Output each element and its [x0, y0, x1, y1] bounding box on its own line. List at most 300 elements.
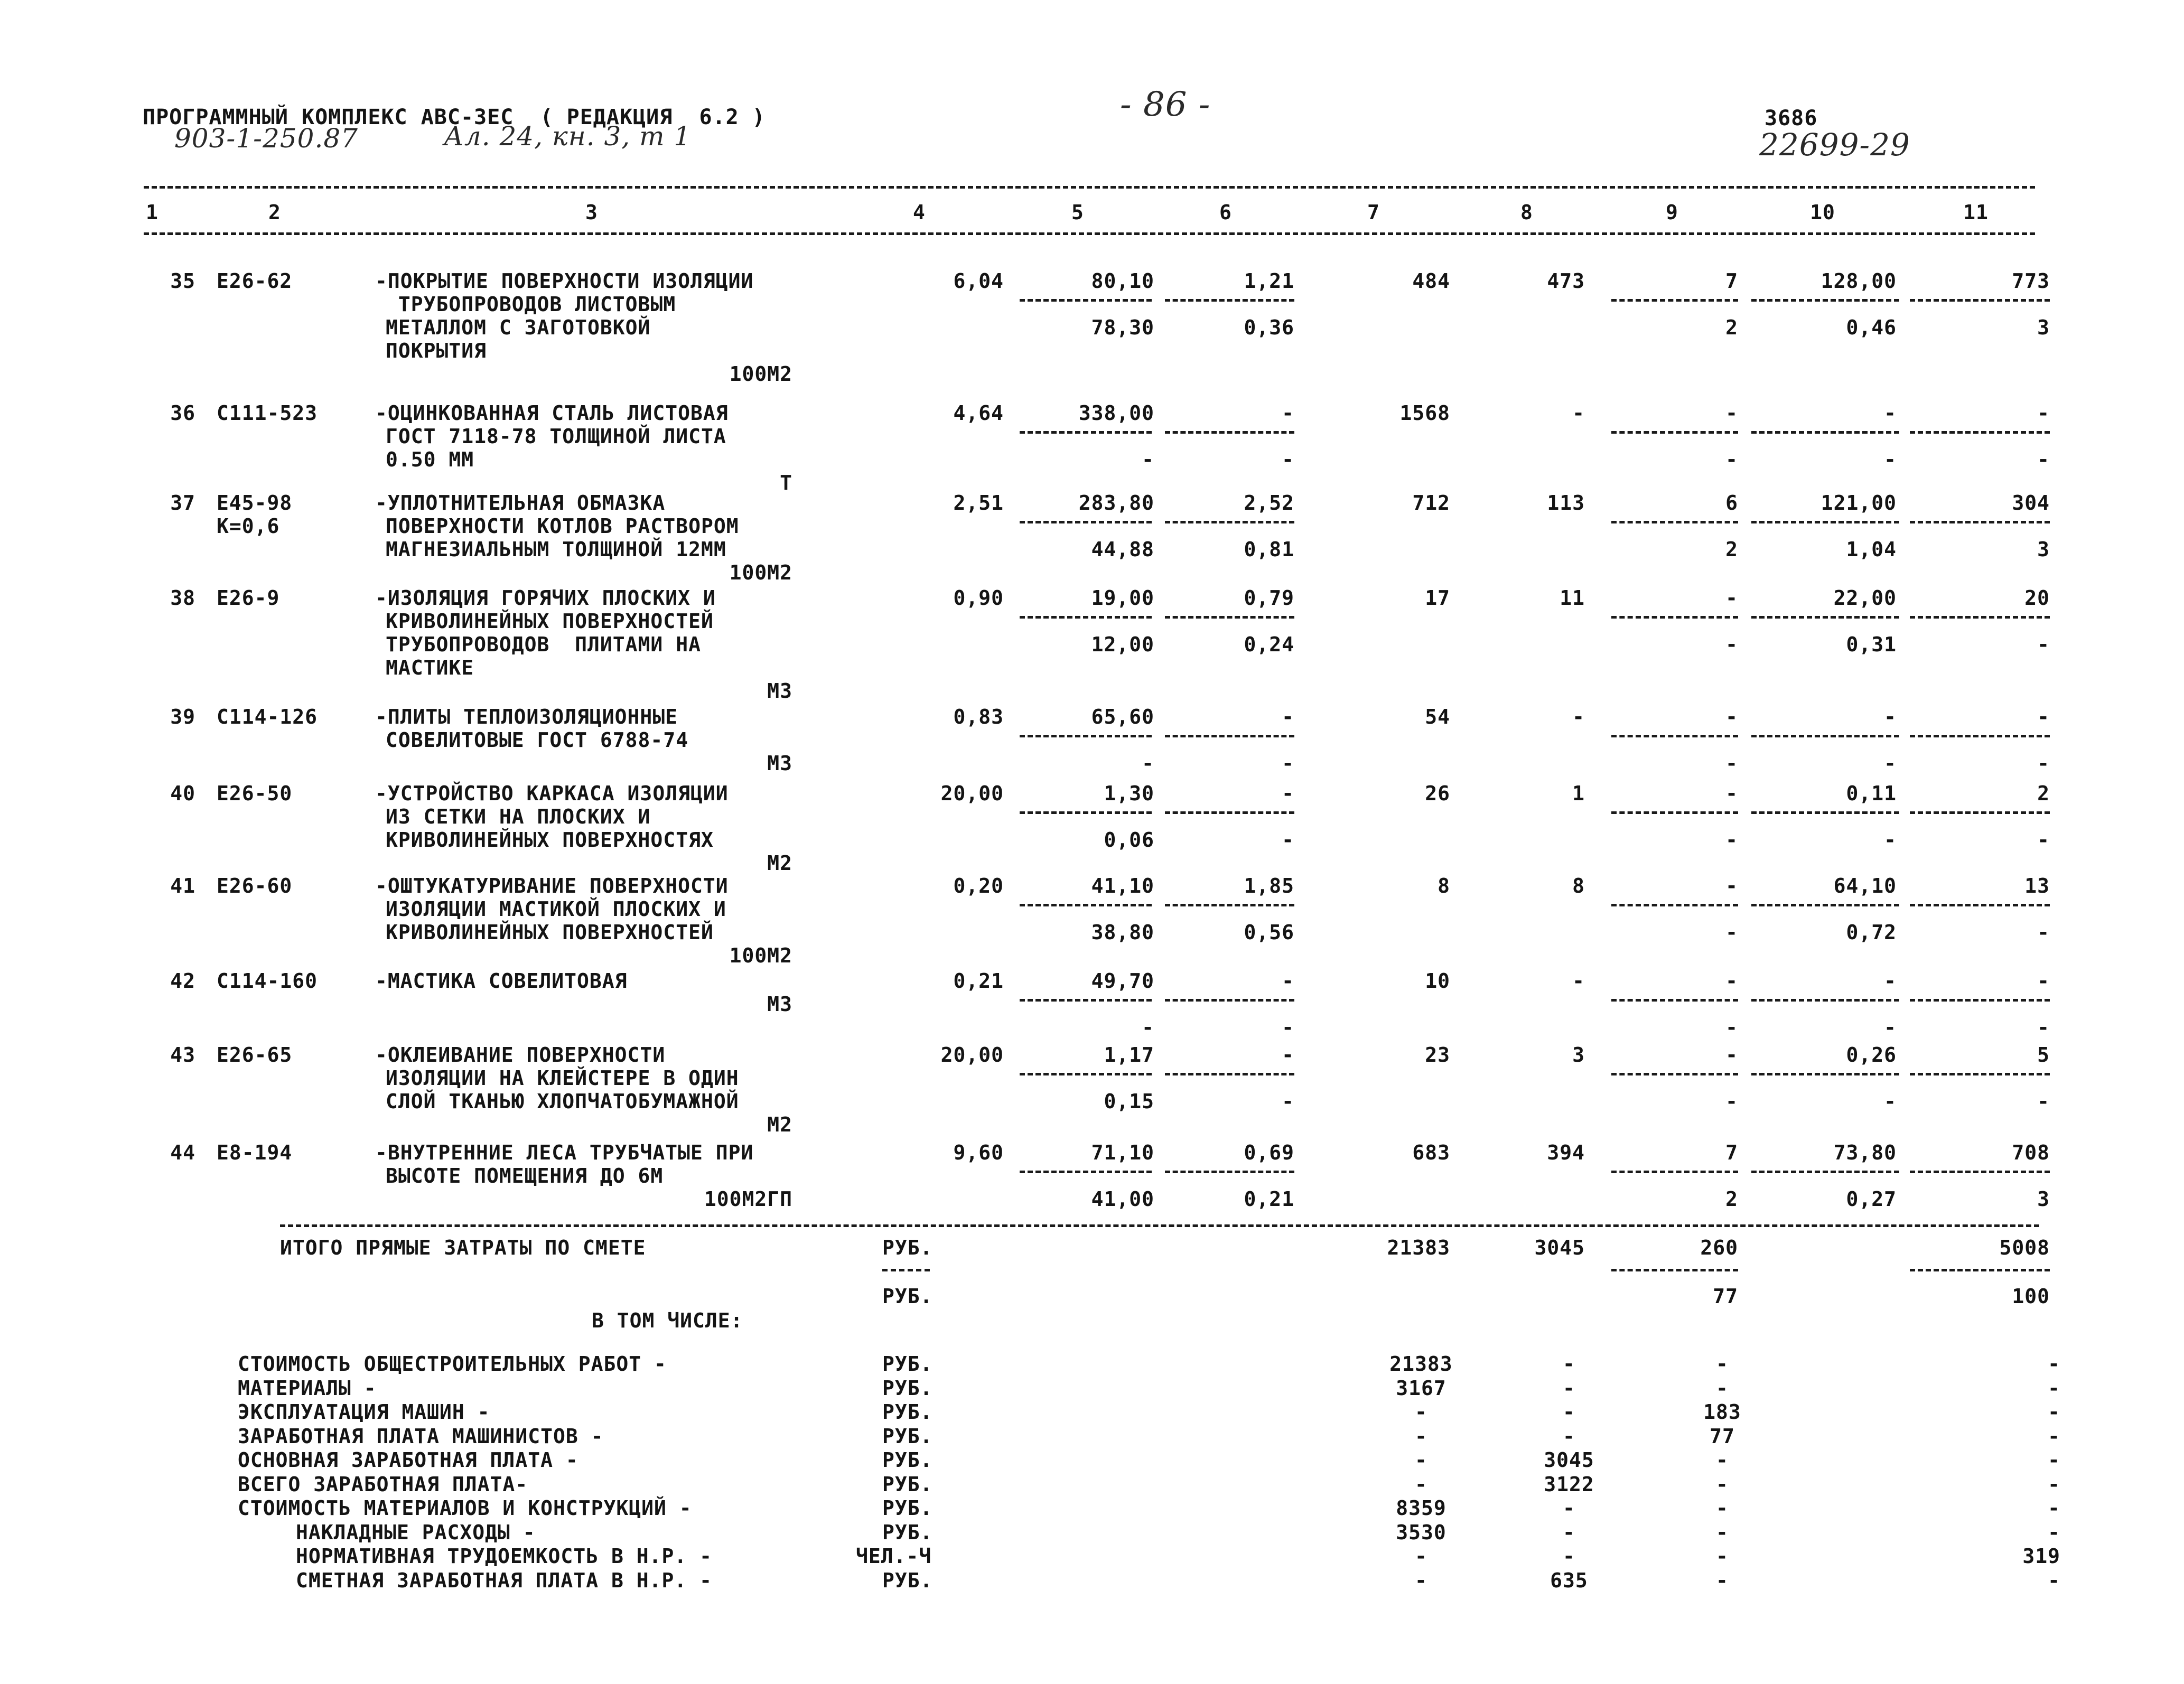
summary-c8: 3122 [1544, 1472, 1594, 1496]
summary-label: ВСЕГО ЗАРАБОТНАЯ ПЛАТА- [238, 1472, 528, 1496]
subtotal-dash-rule [1165, 616, 1294, 619]
row-number: 40 [170, 782, 195, 805]
subtotal-dash-rule [1751, 1073, 1899, 1075]
row-name-line: ИЗОЛЯЦИИ НА КЛЕЙСТЕРЕ В ОДИН [386, 1066, 739, 1090]
summary-c11: - [2048, 1520, 2060, 1544]
cell-c4: 6,04 [953, 269, 1004, 293]
subtotal-dash-rule [1020, 811, 1152, 814]
subtotal-dash-rule [1611, 999, 1738, 1002]
summary-c9: - [1716, 1472, 1729, 1496]
subtotal-dash-rule [1020, 521, 1152, 523]
summary-c9: - [1716, 1545, 1729, 1568]
summary-label: СТОИМОСТЬ МАТЕРИАЛОВ И КОНСТРУКЦИЙ - [238, 1496, 692, 1520]
cell-c9: 7 [1725, 269, 1738, 293]
cell-c9: - [1725, 705, 1738, 728]
summary-c11: - [2048, 1472, 2060, 1496]
cell-c4: 0,83 [953, 705, 1004, 728]
row-name-line: ВЫСОТЕ ПОМЕЩЕНИЯ ДО 6М [386, 1164, 664, 1187]
summary-c9: - [1716, 1496, 1729, 1520]
row-name-line: КРИВОЛИНЕЙНЫХ ПОВЕРХНОСТЯХ [386, 828, 714, 852]
summary-c11: - [2048, 1400, 2060, 1424]
cell-c5: 49,70 [1091, 969, 1154, 993]
row-code: С111-523 [217, 401, 318, 425]
summary-unit: РУБ. [882, 1520, 933, 1544]
subtotal-dash-rule [1020, 904, 1152, 906]
row-name-line: ТРУБОПРОВОДОВ ЛИСТОВЫМ [386, 293, 676, 316]
row-unit: 100М2 [729, 362, 792, 386]
cell-c4: 20,00 [940, 782, 1004, 805]
row-name-line: -ОЦИНКОВАННАЯ СТАЛЬ ЛИСТОВАЯ [375, 401, 729, 425]
row-name-line: МЕТАЛЛОМ С ЗАГОТОВКОЙ [386, 316, 651, 339]
subtotal-dash-rule [1165, 811, 1294, 814]
cell-c11-second: - [2037, 633, 2050, 656]
summary-c11: - [2048, 1352, 2060, 1376]
cell-c6: - [1282, 782, 1294, 805]
summary-unit: РУБ. [882, 1568, 933, 1592]
summary-c8: - [1563, 1545, 1575, 1568]
totals-c9: 260 [1700, 1236, 1738, 1259]
page-number: - 86 - [1120, 85, 1211, 124]
row-name-line: МАГНЕЗИАЛЬНЫМ ТОЛЩИНОЙ 12ММ [386, 538, 726, 561]
cell-c11-second: - [2037, 828, 2050, 852]
cell-c10-second: 1,04 [1846, 538, 1897, 561]
summary-c8: - [1563, 1376, 1575, 1400]
subtotal-dash-rule [1910, 1073, 2050, 1075]
cell-c4: 0,20 [953, 874, 1004, 897]
subtotal-dash-rule [1611, 735, 1738, 737]
row-name-line: ИЗОЛЯЦИИ МАСТИКОЙ ПЛОСКИХ И [386, 897, 726, 921]
cell-c8: 3 [1572, 1043, 1585, 1066]
subtotal-dash-rule [1020, 1171, 1152, 1173]
totals-c11: 5008 [1999, 1236, 2050, 1259]
subtotal-dash-rule [1751, 521, 1899, 523]
column-number: 2 [268, 201, 281, 224]
cell-c11: - [2037, 705, 2050, 728]
cell-c5-second: - [1142, 448, 1154, 471]
row-code: Е26-62 [217, 269, 293, 293]
cell-c10-second: 0,46 [1846, 316, 1897, 339]
code-small: 3686 [1765, 106, 1818, 130]
cell-c6-second: 0,21 [1244, 1187, 1294, 1211]
cell-c5: 80,10 [1091, 269, 1154, 293]
cell-c7: 54 [1425, 705, 1450, 728]
row-name-line: -УПЛОТНИТЕЛЬНАЯ ОБМАЗКА [375, 491, 666, 514]
row-name-line: ПОВЕРХНОСТИ КОТЛОВ РАСТВОРОМ [386, 514, 739, 538]
cell-c4: 9,60 [953, 1141, 1004, 1164]
subtotal-dash-rule [1611, 904, 1738, 906]
totals-dash-rule [1910, 1269, 2050, 1271]
cell-c9: 6 [1725, 491, 1738, 514]
summary-c7: 21383 [1389, 1352, 1453, 1376]
row-name-line: КРИВОЛИНЕЙНЫХ ПОВЕРХНОСТЕЙ [386, 610, 714, 633]
summary-unit: РУБ. [882, 1400, 933, 1424]
project-number: 903-1-250.87 [174, 123, 358, 154]
totals-c7: 21383 [1387, 1236, 1450, 1259]
cell-c11: - [2037, 969, 2050, 993]
row-name-line: -ПЛИТЫ ТЕПЛОИЗОЛЯЦИОННЫЕ [375, 705, 678, 728]
subtotal-dash-rule [1020, 431, 1152, 434]
subtotal-dash-rule [1165, 1073, 1294, 1075]
summary-c9: - [1716, 1448, 1729, 1472]
summary-label: НАКЛАДНЫЕ РАСХОДЫ - [296, 1520, 536, 1544]
cell-c10: - [1884, 401, 1897, 425]
row-name-line: -ИЗОЛЯЦИЯ ГОРЯЧИХ ПЛОСКИХ И [375, 586, 716, 610]
subtotal-dash-rule [1751, 811, 1899, 814]
cell-c6: - [1282, 1043, 1294, 1066]
cell-c5: 338,00 [1078, 401, 1154, 425]
summary-c8: - [1563, 1352, 1575, 1376]
row-unit: 100М2 [729, 944, 792, 967]
cell-c9-second: - [1725, 1090, 1738, 1113]
cell-c10-second: 0,27 [1846, 1187, 1897, 1211]
summary-label: МАТЕРИАЛЫ - [238, 1376, 377, 1400]
subtotal-dash-rule [1611, 431, 1738, 434]
subtotal-dash-rule [1751, 904, 1899, 906]
subtotal-dash-rule [1910, 299, 2050, 302]
row-number: 44 [170, 1141, 195, 1164]
subtotal-dash-rule [1910, 904, 2050, 906]
cell-c5-second: 38,80 [1091, 921, 1154, 944]
summary-label: ОСНОВНАЯ ЗАРАБОТНАЯ ПЛАТА - [238, 1448, 578, 1472]
cell-c10-second: - [1884, 752, 1897, 775]
cell-c5-second: 0,06 [1104, 828, 1154, 852]
row-name-line: -УСТРОЙСТВО КАРКАСА ИЗОЛЯЦИИ [375, 782, 729, 805]
cell-c10-second: 0,72 [1846, 921, 1897, 944]
subtotal-dash-rule [1751, 299, 1899, 302]
row-name-line: -ОКЛЕИВАНИЕ ПОВЕРХНОСТИ [375, 1043, 666, 1066]
subtotal-dash-rule [1611, 616, 1738, 619]
row-name-line: ТРУБОПРОВОДОВ ПЛИТАМИ НА [386, 633, 701, 656]
subtotal-dash-rule [1910, 811, 2050, 814]
summary-label: СМЕТНАЯ ЗАРАБОТНАЯ ПЛАТА В Н.Р. - [296, 1568, 712, 1592]
cell-c10: 0,26 [1846, 1043, 1897, 1066]
row-number: 37 [170, 491, 195, 514]
cell-c6-second: - [1282, 752, 1294, 775]
row-name-line: СОВЕЛИТОВЫЕ ГОСТ 6788-74 [386, 728, 689, 752]
summary-c9: 77 [1710, 1424, 1735, 1448]
row-unit: М3 [767, 993, 792, 1016]
cell-c6-second: 0,24 [1244, 633, 1294, 656]
subtotal-dash-rule [1611, 521, 1738, 523]
cell-c9-second: - [1725, 828, 1738, 852]
totals-c9-second: 77 [1713, 1285, 1738, 1308]
subtotal-dash-rule [1611, 1171, 1738, 1173]
cell-c8: 394 [1547, 1141, 1585, 1164]
cell-c6-second: 0,81 [1244, 538, 1294, 561]
subtotal-dash-rule [1165, 431, 1294, 434]
row-unit: 100М2ГП [704, 1187, 792, 1211]
cell-c6: 2,52 [1244, 491, 1294, 514]
cell-c11-second: - [2037, 1090, 2050, 1113]
row-number: 42 [170, 969, 195, 993]
subtotal-dash-rule [1020, 999, 1152, 1002]
cell-c8: 11 [1560, 586, 1585, 610]
row-name-line: -ПОКРЫТИЕ ПОВЕРХНОСТИ ИЗОЛЯЦИИ [375, 269, 754, 293]
cell-c9: - [1725, 969, 1738, 993]
column-number: 5 [1071, 201, 1084, 224]
cell-c7: 683 [1412, 1141, 1450, 1164]
including-label: В ТОМ ЧИСЛЕ: [592, 1309, 743, 1332]
cell-c8: - [1572, 401, 1585, 425]
row-number: 43 [170, 1043, 195, 1066]
totals-dash-rule [1611, 1269, 1738, 1271]
cell-c5: 65,60 [1091, 705, 1154, 728]
cell-c11-second: - [2037, 1016, 2050, 1039]
row-unit: Т [780, 471, 792, 494]
row-code: Е26-60 [217, 874, 293, 897]
summary-label: СТОИМОСТЬ ОБЩЕСТРОИТЕЛЬНЫХ РАБОТ - [238, 1352, 667, 1376]
row-code: Е26-9 [217, 586, 280, 610]
subtotal-dash-rule [1611, 1073, 1738, 1075]
cell-c11: - [2037, 401, 2050, 425]
cell-c11: 304 [2012, 491, 2050, 514]
cell-c10: 64,10 [1833, 874, 1897, 897]
subtotal-dash-rule [1165, 904, 1294, 906]
cell-c10: - [1884, 705, 1897, 728]
column-number: 6 [1219, 201, 1232, 224]
summary-unit: РУБ. [882, 1352, 933, 1376]
sheet-reference: Ал. 24, кн. 3, т 1 [444, 121, 692, 152]
cell-c5-second: - [1142, 1016, 1154, 1039]
row-unit: 100М2 [729, 561, 792, 584]
cell-c11-second: 3 [2037, 538, 2050, 561]
cell-c5: 41,10 [1091, 874, 1154, 897]
subtotal-dash-rule [1165, 999, 1294, 1002]
cell-c6: - [1282, 705, 1294, 728]
row-number: 38 [170, 586, 195, 610]
cell-c9: - [1725, 401, 1738, 425]
row-name-line: -ОШТУКАТУРИВАНИЕ ПОВЕРХНОСТИ [375, 874, 729, 897]
row-number: 36 [170, 401, 195, 425]
cell-c5-second: 44,88 [1091, 538, 1154, 561]
cell-c9-second: - [1725, 752, 1738, 775]
summary-c11: - [2048, 1448, 2060, 1472]
totals-unit: РУБ. [882, 1236, 933, 1259]
cell-c8: - [1572, 705, 1585, 728]
summary-unit: РУБ. [882, 1496, 933, 1520]
summary-c11: - [2048, 1376, 2060, 1400]
subtotal-dash-rule [1165, 735, 1294, 737]
subtotal-dash-rule [1611, 299, 1738, 302]
cell-c6: - [1282, 969, 1294, 993]
cell-c11-second: 3 [2037, 1187, 2050, 1211]
cell-c10: 73,80 [1833, 1141, 1897, 1164]
summary-c8: - [1563, 1424, 1575, 1448]
summary-unit: РУБ. [882, 1376, 933, 1400]
summary-c8: 3045 [1544, 1448, 1594, 1472]
cell-c4: 2,51 [953, 491, 1004, 514]
row-number: 41 [170, 874, 195, 897]
cell-c6-second: - [1282, 828, 1294, 852]
cell-c5-second: - [1142, 752, 1154, 775]
cell-c10-second: - [1884, 448, 1897, 471]
subtotal-dash-rule [1910, 521, 2050, 523]
cell-c6: 1,85 [1244, 874, 1294, 897]
cell-c11: 13 [2024, 874, 2050, 897]
cell-c11-second: - [2037, 921, 2050, 944]
cell-c5: 283,80 [1078, 491, 1154, 514]
subtotal-dash-rule [1910, 616, 2050, 619]
row-unit: М3 [767, 679, 792, 703]
cell-c6: 1,21 [1244, 269, 1294, 293]
summary-c7: 3167 [1396, 1376, 1446, 1400]
cell-c9: - [1725, 1043, 1738, 1066]
subtotal-dash-rule [1751, 999, 1899, 1002]
cell-c10: 128,00 [1821, 269, 1897, 293]
summary-c8: 635 [1550, 1568, 1588, 1592]
cell-c7: 10 [1425, 969, 1450, 993]
cell-c9-second: - [1725, 921, 1738, 944]
summary-unit: ЧЕЛ.-Ч [856, 1545, 932, 1568]
row-name-line: -МАСТИКА СОВЕЛИТОВАЯ [375, 969, 628, 993]
subtotal-dash-rule [1751, 431, 1899, 434]
column-number: 9 [1666, 201, 1678, 224]
subtotal-dash-rule [1020, 735, 1152, 737]
row-unit: М3 [767, 752, 792, 775]
row-name-line: ГОСТ 7118-78 ТОЛЩИНОЙ ЛИСТА [386, 425, 726, 448]
cell-c8: - [1572, 969, 1585, 993]
cell-c7: 23 [1425, 1043, 1450, 1066]
row-code: Е26-50 [217, 782, 293, 805]
row-coefficient: К=0,6 [217, 514, 280, 538]
summary-c7: - [1415, 1545, 1427, 1568]
cell-c11: 708 [2012, 1141, 2050, 1164]
summary-c7: 8359 [1396, 1496, 1446, 1520]
summary-unit: РУБ. [882, 1448, 933, 1472]
cell-c5-second: 0,15 [1104, 1090, 1154, 1113]
row-code: С114-160 [217, 969, 318, 993]
cell-c9: - [1725, 782, 1738, 805]
column-number: 3 [585, 201, 598, 224]
row-number: 35 [170, 269, 195, 293]
cell-c4: 0,21 [953, 969, 1004, 993]
row-unit: М2 [767, 852, 792, 875]
cell-c8: 8 [1572, 874, 1585, 897]
subtotal-dash-rule [1020, 299, 1152, 302]
subtotal-dash-rule [1910, 999, 2050, 1002]
summary-c9: - [1716, 1376, 1729, 1400]
cell-c7: 17 [1425, 586, 1450, 610]
summary-c8: - [1563, 1496, 1575, 1520]
row-name-line: СЛОЙ ТКАНЬЮ ХЛОПЧАТОБУМАЖНОЙ [386, 1090, 739, 1113]
cell-c10: 22,00 [1833, 586, 1897, 610]
cell-c10: 0,11 [1846, 782, 1897, 805]
cell-c5: 71,10 [1091, 1141, 1154, 1164]
row-number: 39 [170, 705, 195, 728]
cell-c9-second: - [1725, 633, 1738, 656]
summary-c11: - [2048, 1568, 2060, 1592]
cell-c6: - [1282, 401, 1294, 425]
program-title: ПРОГРАММНЫЙ КОМПЛЕКС АВС-3ЕС ( РЕДАКЦИЯ 6.2 ) [143, 105, 766, 129]
subtotal-dash-rule [1020, 616, 1152, 619]
totals-unit-second: РУБ. [882, 1285, 933, 1308]
totals-c11-second: 100 [2012, 1285, 2050, 1308]
cell-c5: 1,17 [1104, 1043, 1154, 1066]
cell-c5-second: 78,30 [1091, 316, 1154, 339]
cell-c11: 20 [2024, 586, 2050, 610]
cell-c9: - [1725, 874, 1738, 897]
cell-c9-second: 2 [1725, 316, 1738, 339]
cell-c11-second: - [2037, 752, 2050, 775]
row-name-line: ПОКРЫТИЯ [386, 339, 487, 362]
row-name-line: КРИВОЛИНЕЙНЫХ ПОВЕРХНОСТЕЙ [386, 921, 714, 944]
cell-c11-second: - [2037, 448, 2050, 471]
cell-c9-second: - [1725, 1016, 1738, 1039]
summary-unit: РУБ. [882, 1472, 933, 1496]
summary-c7: - [1415, 1448, 1427, 1472]
column-number: 8 [1520, 201, 1533, 224]
cell-c11-second: 3 [2037, 316, 2050, 339]
summary-label: НОРМАТИВНАЯ ТРУДОЕМКОСТЬ В Н.Р. - [296, 1545, 712, 1568]
cell-c10: 121,00 [1821, 491, 1897, 514]
cell-c6: 0,69 [1244, 1141, 1294, 1164]
summary-label: ЗАРАБОТНАЯ ПЛАТА МАШИНИСТОВ - [238, 1424, 604, 1448]
code-big: 22699-29 [1759, 127, 1910, 163]
summary-c7: - [1415, 1472, 1427, 1496]
totals-c8: 3045 [1534, 1236, 1585, 1259]
summary-label: ЭКСПЛУАТАЦИЯ МАШИН - [238, 1400, 490, 1424]
column-number: 4 [913, 201, 926, 224]
row-code: С114-126 [217, 705, 318, 728]
row-name-line: -ВНУТРЕННИЕ ЛЕСА ТРУБЧАТЫЕ ПРИ [375, 1141, 754, 1164]
subtotal-dash-rule [1751, 616, 1899, 619]
cell-c8: 473 [1547, 269, 1585, 293]
row-code: Е8-194 [217, 1141, 293, 1164]
summary-c9: - [1716, 1352, 1729, 1376]
row-code: Е45-98 [217, 491, 293, 514]
cell-c6-second: - [1282, 448, 1294, 471]
cell-c7: 1568 [1399, 401, 1450, 425]
summary-c9: - [1716, 1568, 1729, 1592]
summary-c7: - [1415, 1424, 1427, 1448]
cell-c4: 0,90 [953, 586, 1004, 610]
cell-c10-second: - [1884, 1016, 1897, 1039]
summary-c9: - [1716, 1520, 1729, 1544]
summary-c11: - [2048, 1496, 2060, 1520]
cell-c4: 4,64 [953, 401, 1004, 425]
cell-c9-second: 2 [1725, 538, 1738, 561]
summary-c7: - [1415, 1400, 1427, 1424]
cell-c8: 1 [1572, 782, 1585, 805]
cell-c5: 19,00 [1091, 586, 1154, 610]
summary-c8: - [1563, 1520, 1575, 1544]
subtotal-dash-rule [1751, 1171, 1899, 1173]
cell-c7: 26 [1425, 782, 1450, 805]
row-name-line: МАСТИКЕ [386, 656, 474, 679]
cell-c11: 2 [2037, 782, 2050, 805]
cell-c10: - [1884, 969, 1897, 993]
subtotal-dash-rule [1910, 735, 2050, 737]
column-number: 1 [146, 201, 158, 224]
cell-c6-second: 0,36 [1244, 316, 1294, 339]
totals-rule [280, 1224, 2039, 1227]
subtotal-dash-rule [1910, 1171, 2050, 1173]
cell-c9-second: 2 [1725, 1187, 1738, 1211]
cell-c5: 1,30 [1104, 782, 1154, 805]
cell-c5-second: 41,00 [1091, 1187, 1154, 1211]
summary-c7: 3530 [1396, 1520, 1446, 1544]
subtotal-dash-rule [1165, 299, 1294, 302]
cell-c10-second: 0,31 [1846, 633, 1897, 656]
cell-c4: 20,00 [940, 1043, 1004, 1066]
cell-c11: 5 [2037, 1043, 2050, 1066]
row-name-line: ИЗ СЕТКИ НА ПЛОСКИХ И [386, 805, 651, 828]
cell-c11: 773 [2012, 269, 2050, 293]
cell-c6-second: 0,56 [1244, 921, 1294, 944]
cell-c9-second: - [1725, 448, 1738, 471]
subtotal-dash-rule [1165, 1171, 1294, 1173]
summary-c8: - [1563, 1400, 1575, 1424]
